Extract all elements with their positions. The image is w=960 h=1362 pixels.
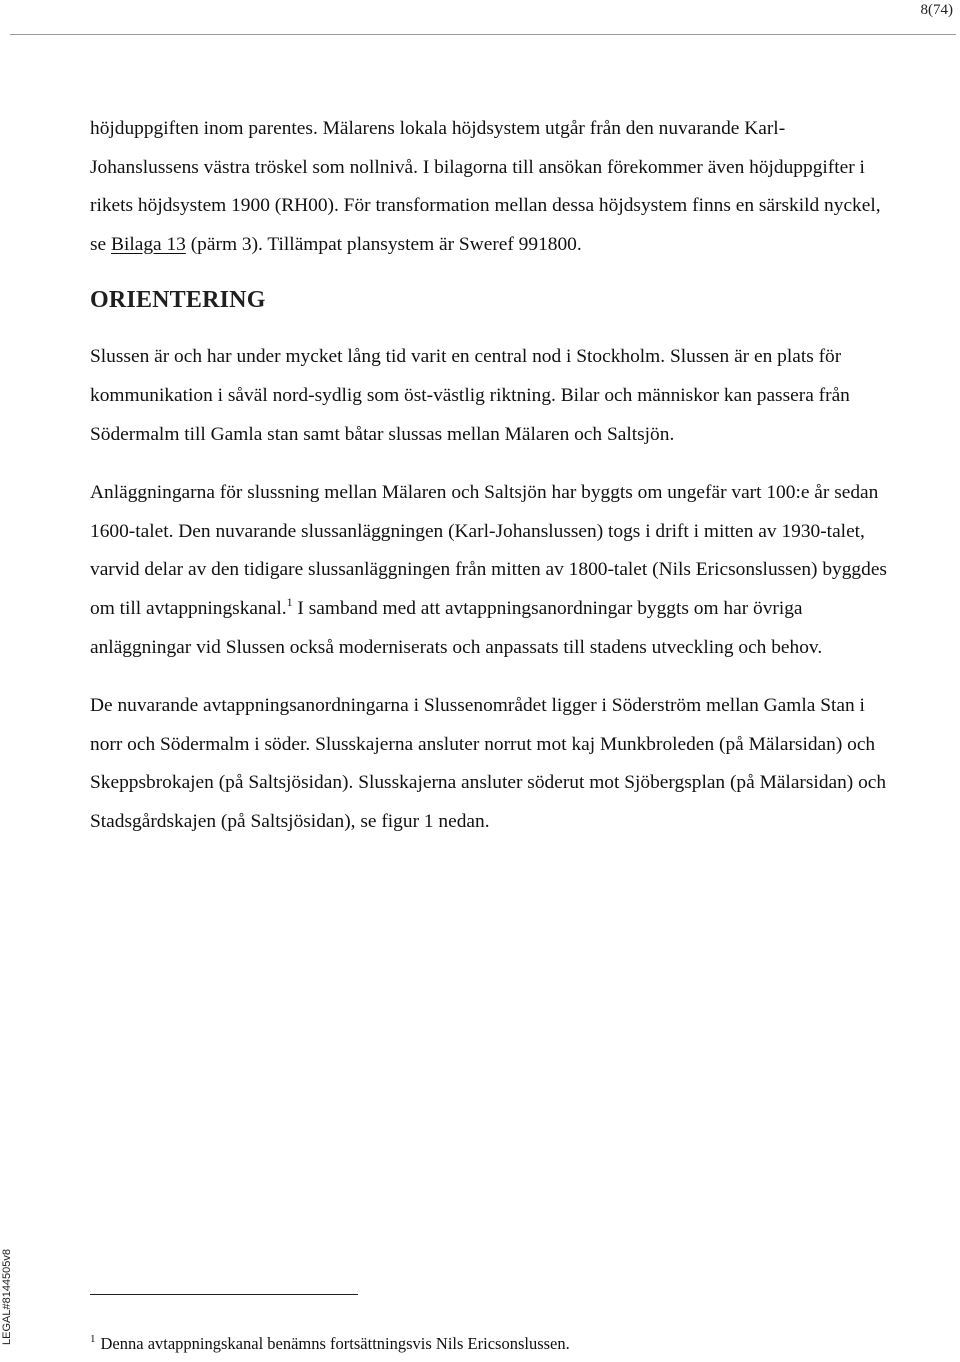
paragraph-text: (pärm 3). Tillämpat plansystem är Sweref 991800. — [185, 233, 582, 255]
footnote-divider — [90, 1294, 358, 1295]
paragraph-text: höjduppgiften inom parentes. Mälarens lokala höjdsystem utgår från den nuvarande Karl-Johanslussens västra tröskel som nollnivå. I bilagorna till ansökan förekommer även höjduppgifter i rikets höjdsystem 1900 (RH00). För transformation mellan dessa höjdsystem finns en särskild nyckel, se — [90, 118, 881, 255]
footnote-reference[interactable]: 1 — [286, 594, 293, 609]
page-number: 8(74) — [920, 2, 953, 18]
paragraph-history — [90, 474, 890, 667]
paragraph-height-systems — [90, 110, 890, 264]
footnote-number: 1 — [90, 1333, 96, 1345]
appendix-link[interactable]: Bilaga 13 — [111, 233, 186, 255]
header-divider — [10, 34, 956, 35]
document-id-label: LEGAL#8144505v8 — [1, 1248, 13, 1345]
paragraph-text: I samband med att avtappningsanordningar byggts om har övriga anläggningar vid Slussen också moderniserats och anpassats till stadens utveckling och behov. — [90, 597, 823, 658]
section-heading: ORIENTERING — [90, 287, 266, 314]
footnote-text: Denna avtappningskanal benämns fortsättningsvis Nils Ericsonslussen. — [100, 1334, 570, 1353]
document-body — [90, 110, 890, 842]
paragraph-location: De nuvarande avtappningsanordningarna i Slussenområdet ligger i Söderström mellan Gamla Stan i norr och Södermalm i söder. Slusskajerna ansluter norrut mot kaj Munkbroleden (på Mälarsidan) och Skeppsbrokajen (på Saltsjösidan). Slusskajerna ansluter söderut mot Sjöbergsplan (på Mälarsidan) och Stadsgårdskajen (på Saltsjösidan), se figur 1 nedan. — [90, 695, 887, 832]
paragraph-orientation: Slussen är och har under mycket lång tid varit en central nod i Stockholm. Slussen är en plats för kommunikation i såväl nord-sydlig som öst-västlig riktning. Bilar och människor kan passera från Södermalm till Gamla stan samt båtar slussas mellan Mälaren och Saltsjön. — [90, 346, 850, 445]
footnote — [90, 1334, 570, 1354]
paragraph-text: Anläggningarna för slussning mellan Mälaren och Saltsjön har byggts om ungefär vart 100:e år sedan 1600-talet. Den nuvarande slussanläggningen (Karl-Johanslussen) togs i drift i mitten av 1930-talet, varvid delar av den tidigare slussanläggningen från mitten av 1800-talet (Nils Ericsonslussen) byggdes om till avtappningskanal. — [90, 482, 887, 619]
